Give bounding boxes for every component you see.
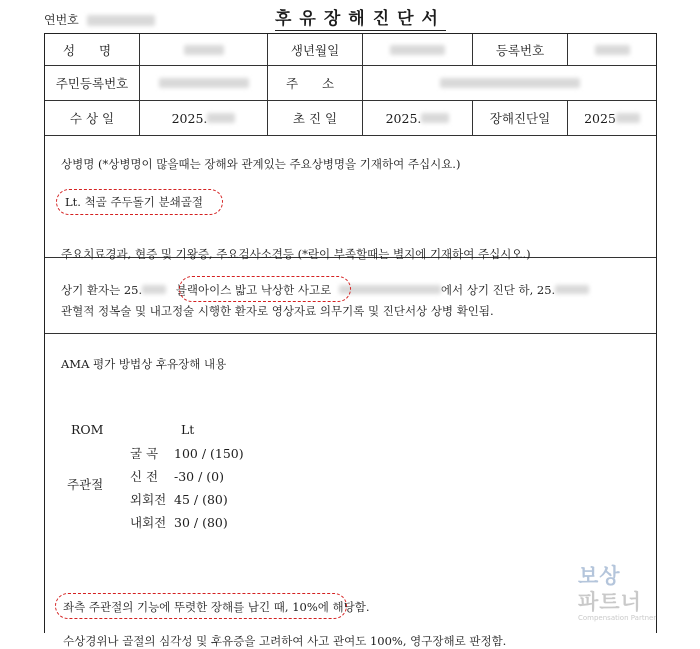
motion-label: 외회전	[130, 492, 167, 507]
rom-label: ROM	[71, 422, 104, 437]
conclusion-rest: 에 해당함.	[317, 600, 370, 614]
course-heading: 주요치료경과, 현증 및 기왕증, 주요검사소견등 (*란이 부족할때는 별지에 기재하여 주십시오.)	[61, 247, 531, 261]
diag-date-label: 장해진단일	[489, 111, 551, 126]
redacted-serial	[87, 15, 155, 26]
info-row-3	[45, 101, 656, 136]
motion-label: 굴 곡	[130, 446, 159, 461]
motion-value: 100 / (150)	[174, 446, 244, 461]
resident-no-label: 주민등록번호	[55, 76, 129, 91]
motion-value: 45 / (80)	[174, 492, 228, 507]
redacted-address	[440, 78, 580, 88]
course-line-1-start: 상기 환자는 25.	[61, 283, 143, 297]
ama-heading: AMA 평가 방법상 후유장해 내용	[61, 357, 227, 371]
course-line-1-end: 에서 상기 진단 하, 25.	[440, 283, 556, 297]
redacted-resident-no	[159, 78, 249, 88]
motion-label: 신 전	[130, 469, 159, 484]
name-label-cell	[45, 34, 140, 65]
redacted-diag-date	[616, 113, 640, 123]
conclusion-highlight: 좌측 주관절의 기능에 뚜렷한 장해를 남긴 때, 10%	[63, 600, 318, 614]
address-label: 주 소	[285, 76, 345, 91]
redacted-birth	[390, 45, 445, 55]
redacted-first-visit	[421, 113, 449, 123]
diag-date-label-cell	[473, 101, 568, 135]
redacted-name	[184, 45, 224, 55]
birth-label-cell	[268, 34, 363, 65]
rom-row-external-rotation	[130, 490, 228, 508]
diagnosis-value: Lt. 척골 주두돌기 분쇄골절	[65, 195, 203, 209]
birth-value-cell	[363, 34, 473, 65]
side-label: Lt	[181, 422, 195, 437]
injury-date-value-cell	[140, 101, 268, 135]
conclusion-line	[63, 599, 370, 615]
redacted-date-1	[142, 285, 166, 294]
address-label-cell	[268, 66, 363, 100]
diag-date-value-cell	[568, 101, 656, 135]
rom-row-flexion	[130, 444, 244, 462]
course-line-2: 관혈적 정복술 및 내고정술 시행한 환자로 영상자료 의무기록 및 진단서상 상병 확인됨.	[61, 304, 494, 318]
accident-highlight-oval	[179, 276, 351, 302]
info-row-2	[45, 66, 656, 101]
final-judgment: 수상경위나 골절의 심각성 및 후유증을 고려하여 사고 관여도 100%, 영구장해로 판정함.	[63, 634, 507, 648]
certificate-form	[44, 33, 657, 648]
redacted-reg-no	[595, 45, 630, 55]
watermark-line-3: Compensation Partner	[578, 614, 657, 622]
redacted-date-2	[555, 285, 589, 294]
address-value-cell	[363, 66, 656, 100]
reg-no-value-cell	[568, 34, 656, 65]
diagnosis-section	[45, 136, 656, 258]
reg-no-label-cell	[473, 34, 568, 65]
ama-section	[45, 334, 656, 648]
diagnosis-heading: 상병명 (*상병명이 많을때는 장해와 관계있는 주요상병명을 기재하여 주십시요.)	[61, 157, 461, 171]
first-visit-label-cell	[268, 101, 363, 135]
resident-no-label-cell	[45, 66, 140, 100]
rom-row-internal-rotation	[130, 513, 228, 531]
injury-date-label: 수 상 일	[69, 111, 115, 126]
motion-label: 내회전	[130, 515, 167, 530]
joint-label: 주관절	[67, 477, 104, 492]
watermark-line-2: 파트너	[578, 590, 642, 614]
document-title: 후유장해진단서	[275, 4, 446, 31]
first-visit-value-cell	[363, 101, 473, 135]
accident-description: 블랙아이스 밟고 낙상한 사고로	[175, 283, 332, 297]
first-visit-label: 초 진 일	[292, 111, 338, 126]
birth-label: 생년월일	[290, 42, 340, 58]
name-value-cell	[140, 34, 268, 65]
motion-value: 30 / (80)	[174, 515, 228, 530]
redacted-hospital	[339, 285, 441, 294]
resident-no-value-cell	[140, 66, 268, 100]
watermark-logo	[576, 560, 666, 630]
redacted-injury-date	[207, 113, 235, 123]
watermark-line-1: 보상	[578, 564, 621, 588]
diag-date-value: 2025	[584, 110, 616, 126]
injury-date-value: 2025.	[171, 110, 208, 126]
motion-value: -30 / (0)	[174, 469, 224, 484]
treatment-course-section	[45, 247, 656, 334]
serial-number	[44, 11, 155, 28]
rom-row-extension	[130, 467, 224, 485]
injury-date-label-cell	[45, 101, 140, 135]
info-row-1	[45, 34, 656, 66]
first-visit-value: 2025.	[385, 110, 422, 126]
reg-no-label: 등록번호	[495, 42, 545, 58]
serial-label: 연번호	[44, 13, 79, 27]
name-label: 성 명	[62, 42, 122, 58]
